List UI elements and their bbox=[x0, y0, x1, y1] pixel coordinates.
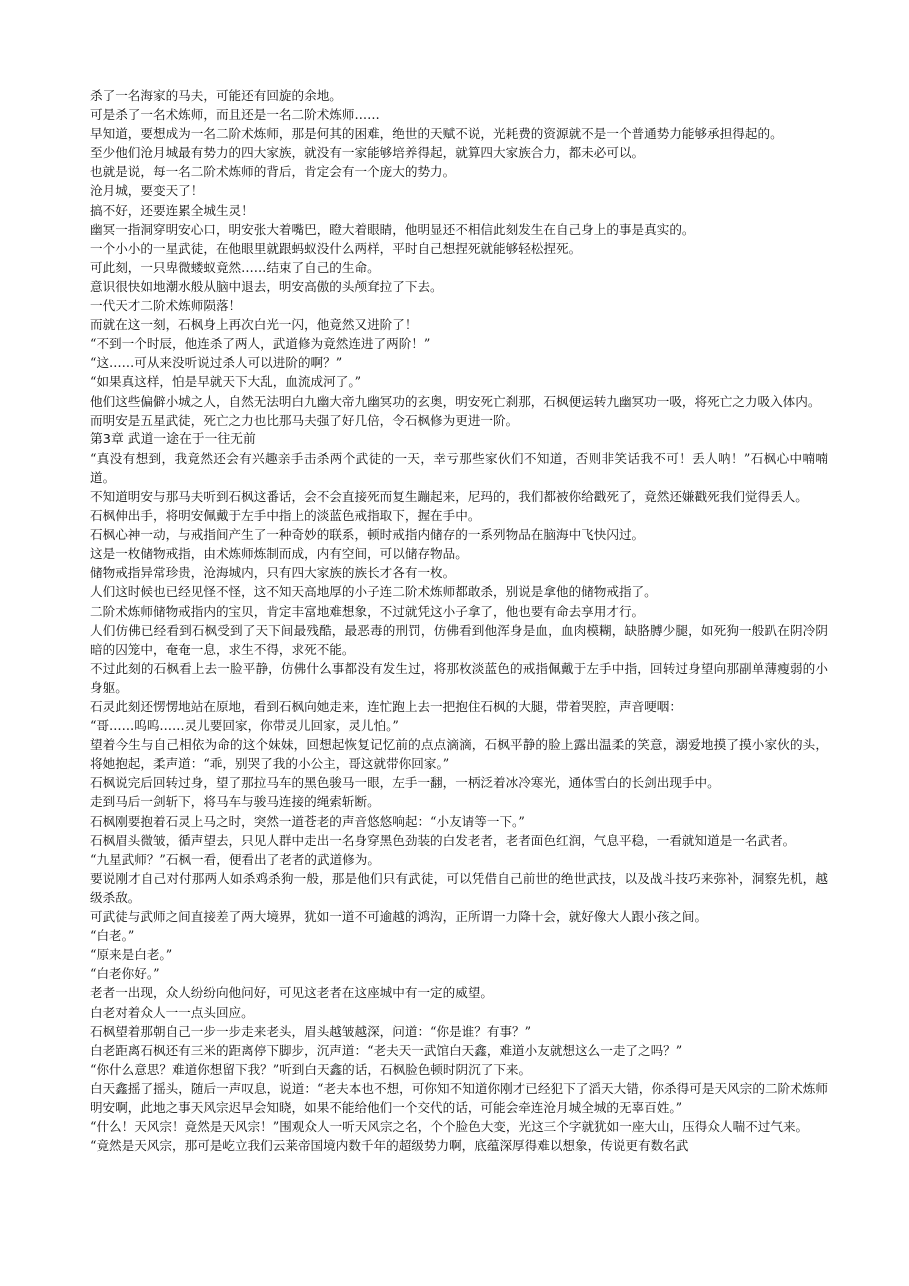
paragraph: 这是一枚储物戒指，由术炼师炼制而成，内有空间，可以储存物品。 bbox=[90, 546, 468, 562]
paragraph: 石枫心神一动，与戒指间产生了一种奇妙的联系，顿时戒指内储存的一系列物品在脑海中飞快闪过。 bbox=[90, 527, 645, 543]
paragraph: 可武徒与武师之间直接差了两大境界，犹如一道不可逾越的鸿沟，正所谓一力降十会，就好像大人跟小孩之间。 bbox=[90, 909, 708, 925]
paragraph: “九星武师？”石枫一看，便看出了老者的武道修为。 bbox=[90, 851, 380, 867]
paragraph: 他们这些偏僻小城之人，自然无法明白九幽大帝九幽冥功的玄奥，明安死亡刹那，石枫便运转九幽冥功一吸，将死亡之力吸入体内。 bbox=[90, 393, 821, 409]
paragraph: 储物戒指异常珍贵，沧海城内，只有四大家族的族长才各有一枚。 bbox=[90, 565, 456, 581]
paragraph: 白老距离石枫还有三米的距离停下脚步，沉声道：“老夫天一武馆白天鑫，难道小友就想这么一走了之吗？” bbox=[90, 1042, 683, 1058]
paragraph: 石枫伸出手，将明安佩戴于左手中指上的淡蓝色戒指取下，握在手中。 bbox=[90, 508, 481, 524]
paragraph: 沧月城，要变天了！ bbox=[90, 183, 204, 199]
paragraph: 石枫刚要抱着石灵上马之时，突然一道苍老的声音悠悠响起：“小友请等一下。” bbox=[90, 813, 525, 829]
paragraph: 而就在这一刻，石枫身上再次白光一闪，他竟然又进阶了！ bbox=[90, 317, 418, 333]
paragraph: 而明安是五星武徒，死亡之力也比那马夫强了好几倍，令石枫修为更进一阶。 bbox=[90, 412, 519, 428]
paragraph: “这……可从来没听说过杀人可以进阶的啊？” bbox=[90, 355, 343, 371]
paragraph: “哥……呜呜……灵儿要回家，你带灵儿回家，灵儿怕。” bbox=[90, 718, 399, 734]
paragraph: “白老。” bbox=[90, 928, 135, 944]
paragraph: 石枫说完后回转过身，望了那拉马车的黑色骏马一眼，左手一翻，一柄泛着冰冷寒光，通体雪白的长剑出现手中。 bbox=[90, 775, 720, 791]
chapter-heading: 第3章 武道一途在于一往无前 bbox=[90, 431, 256, 447]
paragraph: 早知道，要想成为一名二阶术炼师，那是何其的困难，绝世的天赋不说，光耗费的资源就不是一个普通势力能够承担得起的。 bbox=[90, 126, 783, 142]
paragraph: 石灵此刻还愣愣地站在原地，看到石枫向她走来，连忙跑上去一把抱住石枫的大腿，带着哭腔，声音哽咽： bbox=[90, 699, 682, 714]
paragraph: “什么！天风宗！竟然是天风宗！”围观众人一听天风宗之名，个个脸色大变，光这三个字就犹如一座大山，压得众人喘不过气来。 bbox=[90, 1119, 809, 1135]
paragraph: 石枫眉头微皱，循声望去，只见人群中走出一名身穿黑色劲装的白发老者，老者面色红润，气息平稳，一看就知道是一名武者。 bbox=[90, 832, 796, 848]
paragraph: 白老对着众人一一点头回应。 bbox=[90, 1004, 254, 1020]
paragraph: 幽冥一指洞穿明安心口，明安张大着嘴巴，瞪大着眼睛，他明显还不相信此刻发生在自己身上的事是真实的。 bbox=[90, 221, 695, 237]
paragraph: “如果真这样，怕是早就天下大乱，血流成河了。” bbox=[90, 374, 362, 390]
paragraph: “白老你好。” bbox=[90, 966, 160, 982]
paragraph: “原来是白老。” bbox=[90, 947, 173, 963]
paragraph: 杀了一名海家的马夫，可能还有回旋的余地。 bbox=[90, 88, 342, 103]
paragraph: 也就是说，每一名二阶术炼师的背后，肯定会有一个庞大的势力。 bbox=[90, 164, 456, 180]
paragraph: 走到马后一剑斩下，将马车与骏马连接的绳索斩断。 bbox=[90, 794, 380, 810]
paragraph: 不过此刻的石枫看上去一脸平静，仿佛什么事都没有发生过，将那枚淡蓝色的戒指佩戴于左手中指，回转过身望向那副单薄瘦弱的小身躯。 bbox=[90, 660, 828, 695]
paragraph: 一个小小的一星武徒，在他眼里就跟蚂蚁没什么两样，平时自己想捏死就能够轻松捏死。 bbox=[90, 240, 582, 256]
paragraph: 至少他们沧月城最有势力的四大家族，就没有一家能够培养得起，就算四大家族合力，都未必可以。 bbox=[90, 145, 645, 161]
paragraph: 人们这时候也已经见怪不怪，这不知天高地厚的小子连二阶术炼师都敢杀，别说是拿他的储物戒指了。 bbox=[90, 584, 657, 600]
paragraph: 可此刻，一只卑微蝼蚁竟然……结束了自己的生命。 bbox=[90, 259, 380, 275]
paragraph: 石枫望着那朝自己一步一步走来老头，眉头越皱越深，问道：“你是谁？有事？” bbox=[90, 1023, 532, 1039]
document-page bbox=[90, 86, 828, 1155]
paragraph: 搞不好，还要连累全城生灵！ bbox=[90, 202, 254, 218]
paragraph: 人们仿佛已经看到石枫受到了天下间最残酷，最恶毒的刑罚，仿佛看到他浑身是血，血肉模糊，缺胳膊少腿，如死狗一般趴在阴冷阴暗的囚笼中，奄奄一息，求生不得，求死不能。 bbox=[90, 622, 828, 657]
paragraph: 不知道明安与那马夫听到石枫这番话，会不会直接死而复生蹦起来，尼玛的，我们都被你给戳死了，竟然还嫌戳死我们觉得丢人。 bbox=[90, 488, 808, 504]
paragraph: “竟然是天风宗，那可是屹立我们云莱帝国境内数千年的超级势力啊，底蕴深厚得难以想象，传说更有数名武 bbox=[90, 1138, 689, 1154]
paragraph: “不到一个时辰，他连杀了两人，武道修为竟然连进了两阶！” bbox=[90, 336, 431, 352]
paragraph: 望着今生与自己相依为命的这个妹妹，回想起恢复记忆前的点点滴滴，石枫平静的脸上露出温柔的笑意，溺爱地摸了摸小家伙的头，将她抱起，柔声道：“乖，别哭了我的小公主，哥这就带你回家。” bbox=[90, 737, 828, 772]
paragraph: 白天鑫摇了摇头，随后一声叹息，说道：“老夫本也不想，可你知不知道你刚才已经犯下了滔天大错，你杀得可是天风宗的二阶术炼师明安啊，此地之事天风宗迟早会知晓，如果不能给他们一个交代的话，可能会牵连沧月城全城的无辜百姓。” bbox=[90, 1080, 828, 1115]
paragraph: “真没有想到，我竟然还会有兴趣亲手击杀两个武徒的一天，幸亏那些家伙们不知道，否则非笑话我不可！丢人呐！”石枫心中喃喃道。 bbox=[90, 450, 828, 485]
paragraph: 老者一出现，众人纷纷向他问好，可见这老者在这座城中有一定的威望。 bbox=[90, 985, 493, 1001]
paragraph: “你什么意思？难道你想留下我？”听到白天鑫的话，石枫脸色顿时阴沉了下来。 bbox=[90, 1061, 532, 1077]
paragraph: 一代天才二阶术炼师陨落！ bbox=[90, 298, 242, 314]
paragraph: 二阶术炼师储物戒指内的宝贝，肯定丰富地难想象，不过就凭这小子拿了，他也要有命去享用才行。 bbox=[90, 603, 645, 619]
paragraph: 意识很快如地潮水般从脑中退去，明安高傲的头颅耷拉了下去。 bbox=[90, 278, 443, 294]
paragraph: 要说刚才自己对付那两人如杀鸡杀狗一般，那是他们只有武徒，可以凭借自己前世的绝世武技，以及战斗技巧来弥补，洞察先机，越级杀敌。 bbox=[90, 870, 828, 905]
paragraph: 可是杀了一名术炼师，而且还是一名二阶术炼师…… bbox=[90, 107, 380, 123]
